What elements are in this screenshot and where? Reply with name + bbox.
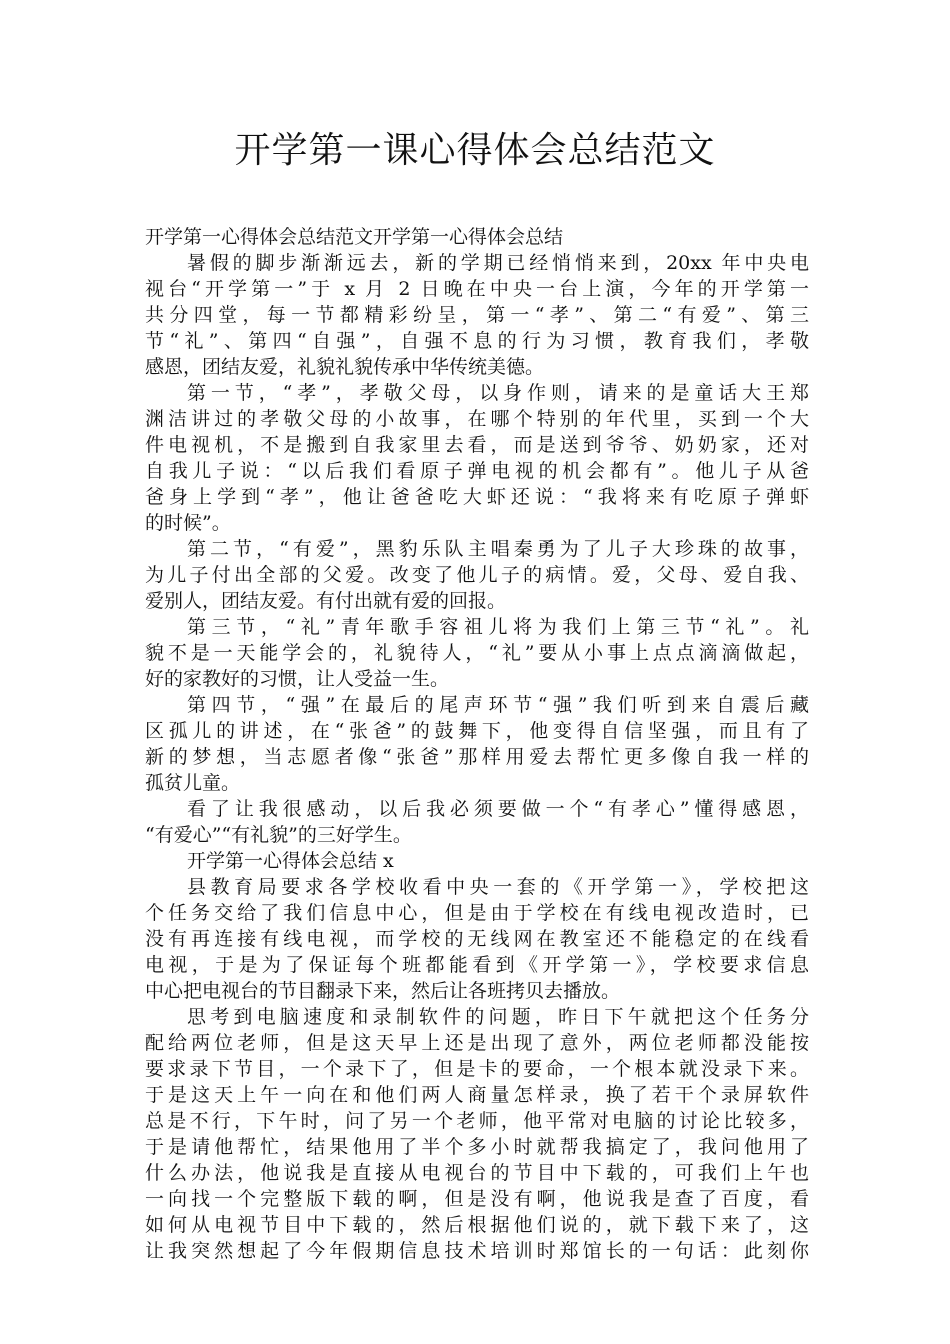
text-line: 爱别人，团结友爱。有付出就有爱的回报。 xyxy=(145,590,507,612)
text-line: 渊洁讲过的孝敬父母的小故事，在哪个特别的年代里，买到一个大 xyxy=(145,408,809,430)
text-line: 好的家教好的习惯，让人受益一生。 xyxy=(145,668,450,690)
text-line: 开学第一心得体会总结范文开学第一心得体会总结 xyxy=(145,226,564,248)
text-line: 如何从电视节目中下载的，然后根据他们说的，就下载下来了，这 xyxy=(145,1214,809,1236)
text-line: 一向找一个完整版下载的啊，但是没有啊，他说我是查了百度，看 xyxy=(145,1188,809,1210)
text-line: 思考到电脑速度和录制软件的问题，昨日下午就把这个任务分 xyxy=(187,1006,809,1028)
text-line: 配给两位老师，但是这天早上还是出现了意外，两位老师都没能按 xyxy=(145,1032,809,1054)
text-line: 第二节，“有爱”，黑豹乐队主唱秦勇为了儿子大珍珠的故事， xyxy=(187,538,809,560)
text-line: 共分四堂，每一节都精彩纷呈，第一“孝”、第二“有爱”、第三 xyxy=(145,304,809,326)
text-line: 让我突然想起了今年假期信息技术培训时郑馆长的一句话：此刻你 xyxy=(145,1240,809,1262)
text-line: 中心把电视台的节目翻录下来，然后让各班拷贝去播放。 xyxy=(145,980,621,1002)
text-line: 开学第一心得体会总结 x xyxy=(187,850,394,872)
text-line: 总是不行，下午时，问了另一个老师，他平常对电脑的讨论比较多， xyxy=(145,1110,809,1132)
text-line: 没有再连接有线电视，而学校的无线网在教室还不能稳定的在线看 xyxy=(145,928,809,950)
document-title: 开学第一课心得体会总结范文 xyxy=(234,130,716,171)
text-line: 看了让我很感动，以后我必须要做一个“有孝心”懂得感恩， xyxy=(187,798,809,820)
text-line: 区孤儿的讲述，在“张爸”的鼓舞下，他变得自信坚强，而且有了 xyxy=(145,720,809,742)
text-line: 暑假的脚步渐渐远去，新的学期已经悄悄来到，20xx 年中央电 xyxy=(187,252,809,274)
text-line: 件电视机，不是搬到自我家里去看，而是送到爷爷、奶奶家，还对 xyxy=(145,434,809,456)
text-line: 新的梦想，当志愿者像“张爸”那样用爱去帮忙更多像自我一样的 xyxy=(145,746,809,768)
text-line: “有爱心”“有礼貌”的三好学生。 xyxy=(145,824,412,846)
text-line: 于是这天上午一向在和他们两人商量怎样录，换了若干个录屏软件 xyxy=(145,1084,809,1106)
text-line: 爸身上学到“孝”，他让爸爸吃大虾还说：“我将来有吃原子弹虾 xyxy=(145,486,809,508)
text-line: 节“礼”、第四“自强”，自强不息的行为习惯，教育我们，孝敬 xyxy=(145,330,809,352)
text-line: 孤贫儿童。 xyxy=(145,772,241,794)
text-line: 第一节，“孝”，孝敬父母，以身作则，请来的是童话大王郑 xyxy=(187,382,809,404)
text-line: 视台“开学第一”于 x 月 2 日晚在中央一台上演，今年的开学第一 xyxy=(145,278,809,300)
text-line: 为儿子付出全部的父爱。改变了他儿子的病情。爱，父母、爱自我、 xyxy=(145,564,809,586)
text-line: 电视，于是为了保证每个班都能看到《开学第一》，学校要求信息 xyxy=(145,954,809,976)
text-line: 的时候”。 xyxy=(145,512,231,534)
text-line: 县教育局要求各学校收看中央一套的《开学第一》，学校把这 xyxy=(187,876,809,898)
text-line: 什么办法，他说我是直接从电视台的节目中下载的，可我们上午也 xyxy=(145,1162,809,1184)
text-line: 要求录下节目，一个录下了，但是卡的要命，一个根本就没录下来。 xyxy=(145,1058,809,1080)
text-line: 自我儿子说：“以后我们看原子弹电视的机会都有”。他儿子从爸 xyxy=(145,460,809,482)
text-line: 第四节，“强”在最后的尾声环节“强”我们听到来自震后藏 xyxy=(187,694,809,716)
text-line: 貌不是一天能学会的，礼貌待人，“礼”要从小事上点点滴滴做起， xyxy=(145,642,809,664)
text-line: 于是请他帮忙，结果他用了半个多小时就帮我搞定了，我问他用了 xyxy=(145,1136,809,1158)
text-line: 第三节，“礼”青年歌手容祖儿将为我们上第三节“礼”。礼 xyxy=(187,616,809,638)
text-line: 感恩，团结友爱，礼貌礼貌传承中华传统美德。 xyxy=(145,356,545,378)
document-body xyxy=(145,224,809,1264)
text-line: 个任务交给了我们信息中心，但是由于学校在有线电视改造时，已 xyxy=(145,902,809,924)
